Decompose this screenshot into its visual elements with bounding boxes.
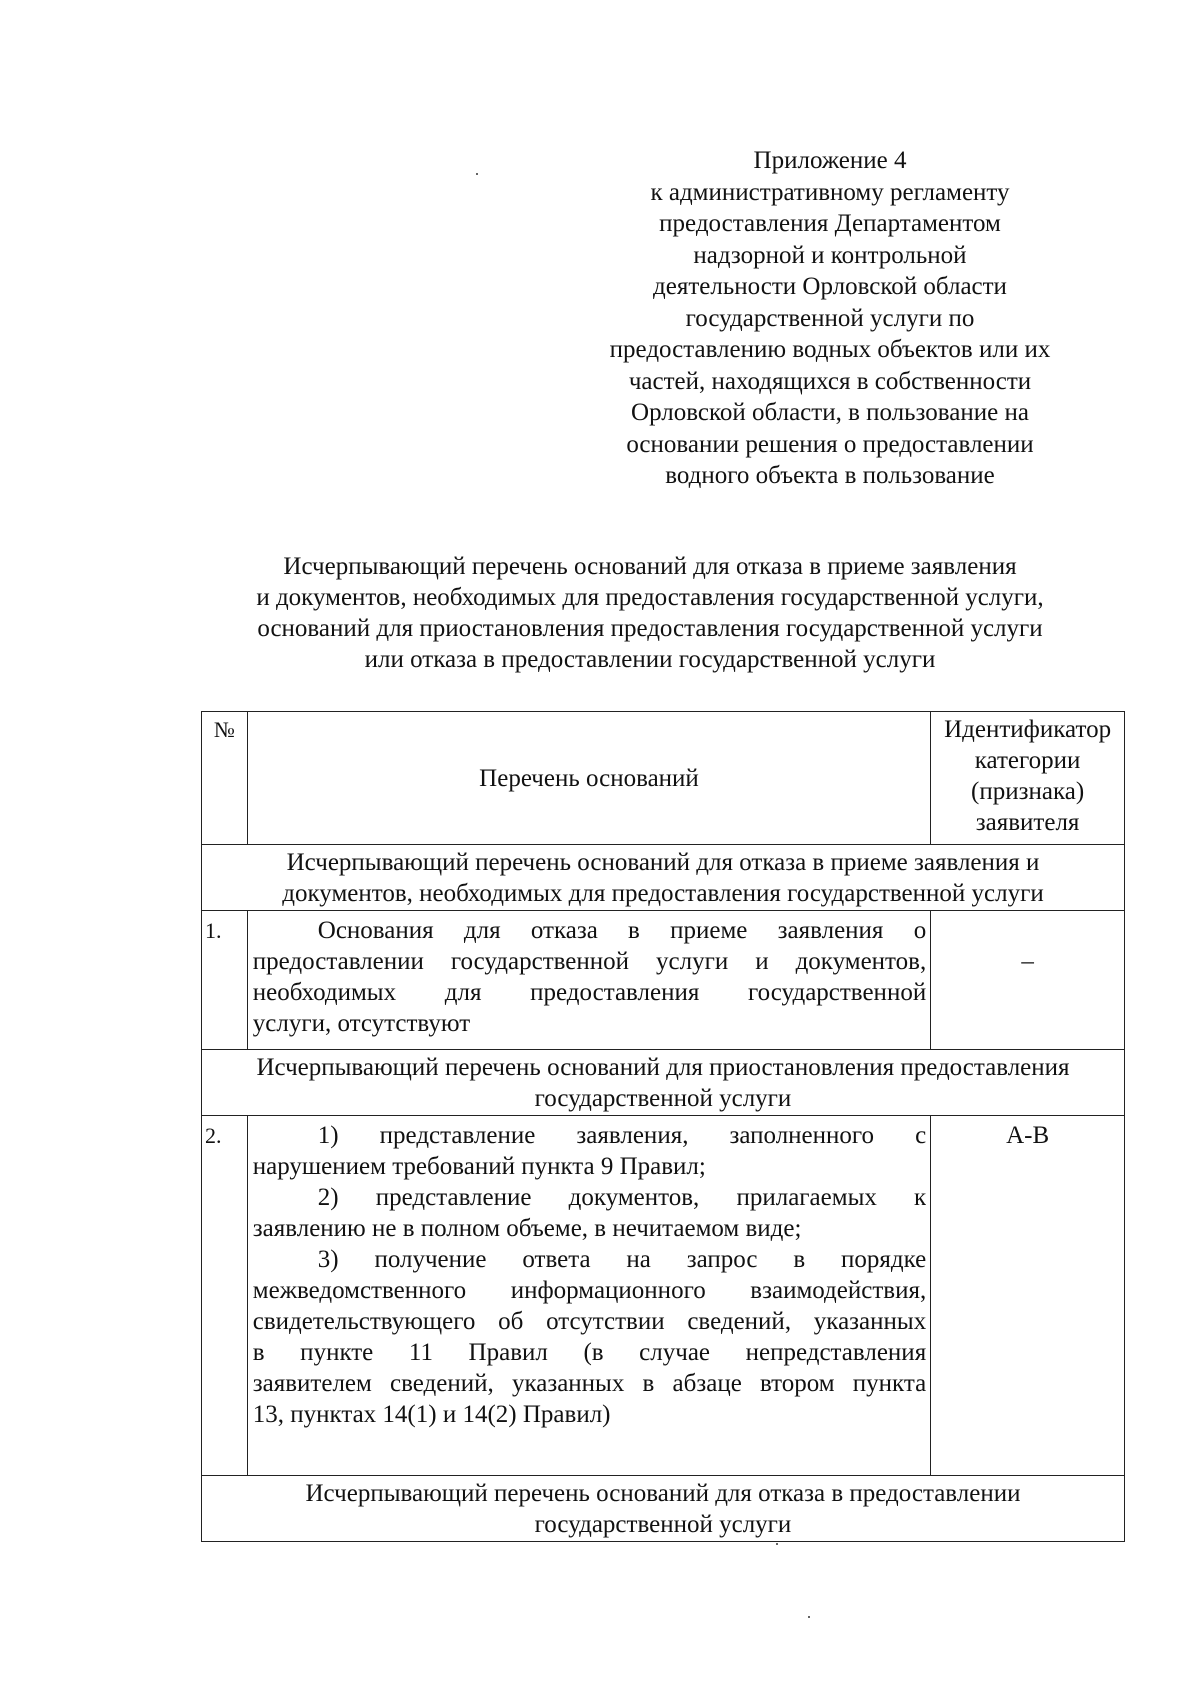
row-number: 1. [202,911,248,1050]
appendix-line: Орловской области, в пользование на [631,399,1029,426]
row-grounds-text [247,911,930,1050]
grounds-line: заявлению не в полном объеме, в нечитаемом виде; [252,1215,802,1242]
appendix-line: предоставлению водных объектов или их [609,336,1051,363]
section-line: государственной услуги [534,1085,792,1112]
grounds-line: предоставлении государственной услуги и документов, [252,948,927,975]
section-heading-row [202,845,1125,911]
grounds-line: нарушением требований пункта 9 Правил; [252,1153,706,1180]
appendix-line: деятельности Орловской области [653,273,1007,300]
row-grounds-text [247,1116,930,1476]
header-id-line: категории [974,747,1081,774]
title-line: Исчерпывающий перечень оснований для отказа в приеме заявления [283,553,1017,580]
grounds-table [201,711,1125,1542]
appendix-line: государственной услуги по [685,304,975,332]
section-line: Исчерпывающий перечень оснований для отказа в приеме заявления и [286,849,1040,876]
appendix-line: к административному регламенту [650,178,1010,206]
appendix-header [580,145,1080,492]
title-line: или отказа в предоставлении государственной услуги [364,646,936,673]
appendix-line: частей, находящихся в собственности [628,367,1032,395]
header-applicant-identifier [931,712,1125,845]
appendix-line: надзорной и контрольной [693,241,967,269]
section-heading-row [202,1050,1125,1116]
grounds-line: 1) представление заявления, заполненного с [317,1122,927,1149]
grounds-line: услуги, отсутствуют [252,1010,471,1037]
appendix-line: предоставления Департаментом [659,210,1001,237]
appendix-line: Приложение 4 [753,147,907,174]
section-line: документов, необходимых для предоставления государственной услуги [282,880,1044,907]
section-line: государственной услуги [534,1511,792,1538]
grounds-line: в пункте 11 Правил (в случае непредставления [252,1339,927,1366]
grounds-line: 2) представление документов, прилагаемых к [317,1184,927,1211]
grounds-line: необходимых для предоставления государственной [252,979,927,1006]
row-number: 2. [202,1116,248,1476]
grounds-line: заявителем сведений, указанных в абзаце втором пункта [252,1370,927,1397]
table-row [202,1116,1125,1476]
scan-speck [776,1543,778,1545]
identifier-value: А-В [1006,1122,1050,1149]
header-grounds-list: Перечень оснований [247,712,930,845]
identifier-value: – [1021,948,1034,975]
section-heading-row [202,1476,1125,1542]
grounds-line: 3) получение ответа на запрос в порядке [317,1246,927,1273]
grounds-line: межведомственного информационного взаимодействия, [252,1277,927,1304]
appendix-line: водного объекта в пользование [665,462,995,489]
header-number: № [202,712,248,845]
section-line: Исчерпывающий перечень оснований для приостановления предоставления [256,1054,1070,1081]
grounds-line: Основания для отказа в приеме заявления о [317,917,927,944]
grounds-line: 13, пунктах 14(1) и 14(2) Правил) [252,1401,611,1428]
section-line: Исчерпывающий перечень оснований для отказа в предоставлении [305,1480,1021,1507]
table-header-row [202,712,1125,845]
grounds-line: свидетельствующего об отсутствии сведений, указанных [252,1308,927,1335]
document-title [180,551,1120,675]
appendix-line: основании решения о предоставлении [626,430,1034,458]
row-identifier [931,911,1125,1050]
header-id-line: (признака) [971,778,1085,805]
header-id-line: Идентификатор [944,716,1112,743]
section-heading-suspension [202,1050,1125,1116]
scan-speck [808,1616,810,1618]
header-id-line: заявителя [975,809,1080,836]
section-heading-refusal-acceptance [202,845,1125,911]
row-identifier [931,1116,1125,1476]
section-heading-refusal-provision [202,1476,1125,1542]
table-row [202,911,1125,1050]
title-line: и документов, необходимых для предоставления государственной услуги, [256,584,1044,611]
scan-speck [476,173,478,175]
title-line: оснований для приостановления предоставления государственной услуги [257,615,1043,642]
